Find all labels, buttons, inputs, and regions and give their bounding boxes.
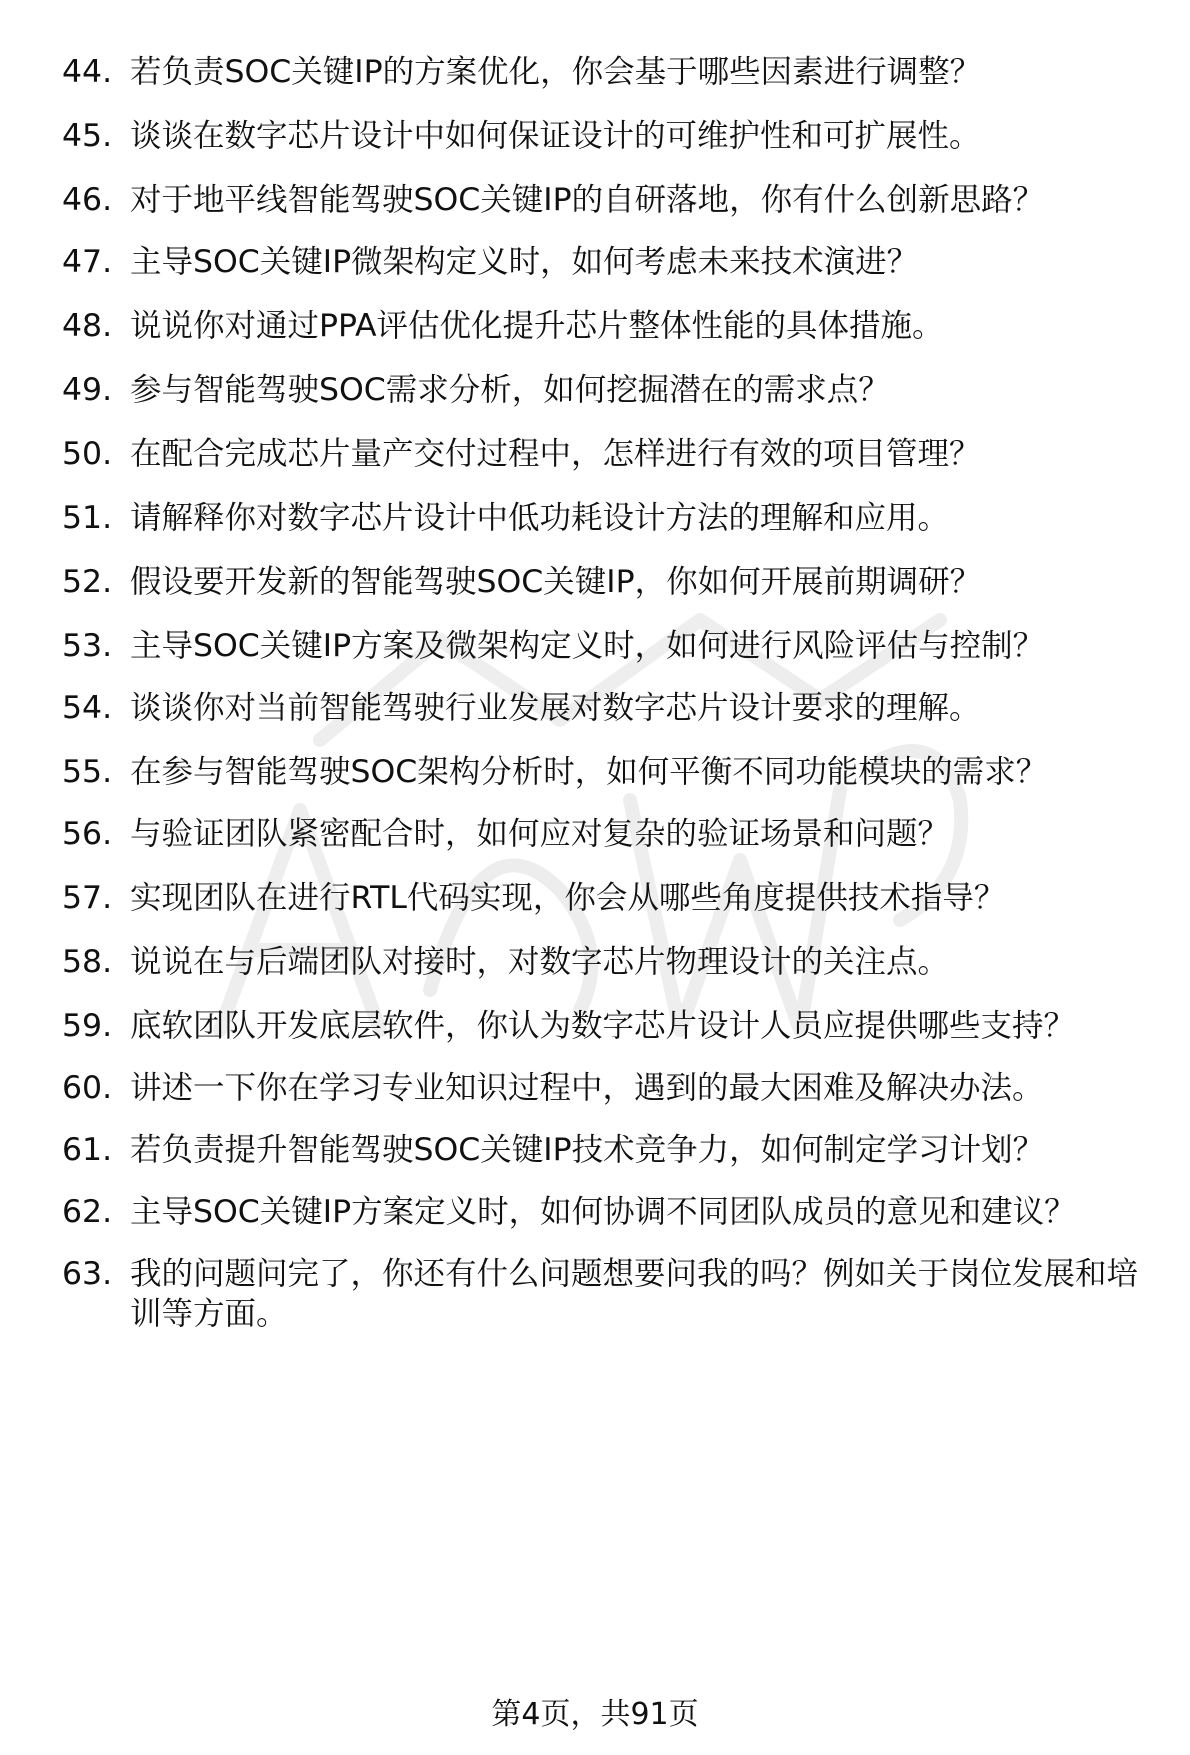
question-number: 60.: [62, 1070, 113, 1106]
question-number: 51.: [62, 500, 113, 536]
question-list: [62, 52, 1152, 1334]
question-text: 主导SOC关键IP方案定义时，如何协调不同团队成员的意见和建议？: [130, 1194, 1076, 1230]
question-item: [62, 752, 1152, 792]
question-text: 谈谈你对当前智能驾驶行业发展对数字芯片设计要求的理解。: [130, 690, 981, 726]
question-number: 55.: [62, 754, 113, 790]
question-number: 47.: [62, 244, 113, 280]
page-footer: 第4页，共91页: [491, 1697, 699, 1732]
question-number: 53.: [62, 628, 113, 664]
question-text: 讲述一下你在学习专业知识过程中，遇到的最大困难及解决办法。: [130, 1070, 1044, 1106]
question-item: [62, 498, 1152, 538]
question-text: 我的问题问完了，你还有什么问题想要问我的吗？例如关于岗位发展和培训等方面。: [130, 1256, 1139, 1332]
question-item: [62, 942, 1152, 982]
question-number: 56.: [62, 816, 113, 852]
question-item: [62, 688, 1152, 728]
question-item: [62, 1068, 1152, 1108]
question-number: 50.: [62, 436, 113, 472]
question-text: 与验证团队紧密配合时，如何应对复杂的验证场景和问题？: [130, 816, 950, 852]
question-text: 实现团队在进行RTL代码实现，你会从哪些角度提供技术指导？: [130, 880, 1006, 916]
question-item: [62, 242, 1152, 282]
question-item: [62, 878, 1152, 918]
question-number: 45.: [62, 118, 113, 154]
question-number: 49.: [62, 372, 113, 408]
question-item: [62, 180, 1152, 220]
question-text: 说说在与后端团队对接时，对数字芯片物理设计的关注点。: [130, 944, 950, 980]
question-item: [62, 1254, 1152, 1334]
question-text: 若负责SOC关键IP的方案优化，你会基于哪些因素进行调整？: [130, 54, 982, 90]
question-item: [62, 434, 1152, 474]
question-text: 在配合完成芯片量产交付过程中，怎样进行有效的项目管理？: [130, 436, 981, 472]
question-item: [62, 562, 1152, 602]
question-text: 主导SOC关键IP方案及微架构定义时，如何进行风险评估与控制？: [130, 628, 1045, 664]
question-text: 请解释你对数字芯片设计中低功耗设计方法的理解和应用。: [130, 500, 950, 536]
question-number: 61.: [62, 1132, 113, 1168]
question-item: [62, 626, 1152, 666]
question-item: [62, 814, 1152, 854]
question-number: 44.: [62, 54, 113, 90]
question-item: [62, 306, 1152, 346]
question-item: [62, 1130, 1152, 1170]
question-number: 54.: [62, 690, 113, 726]
question-number: 46.: [62, 182, 113, 218]
question-number: 58.: [62, 944, 113, 980]
question-text: 谈谈在数字芯片设计中如何保证设计的可维护性和可扩展性。: [130, 118, 981, 154]
question-item: [62, 1006, 1152, 1046]
question-number: 57.: [62, 880, 113, 916]
question-item: [62, 1192, 1152, 1232]
question-item: [62, 116, 1152, 156]
question-text: 假设要开发新的智能驾驶SOC关键IP，你如何开展前期调研？: [130, 564, 982, 600]
question-item: [62, 370, 1152, 410]
question-number: 48.: [62, 308, 113, 344]
question-number: 62.: [62, 1194, 113, 1230]
question-text: 说说你对通过PPA评估优化提升芯片整体性能的具体措施。: [130, 308, 944, 344]
question-number: 63.: [62, 1256, 113, 1292]
question-item: [62, 52, 1152, 92]
question-text: 参与智能驾驶SOC需求分析，如何挖掘潜在的需求点？: [130, 372, 890, 408]
question-text: 在参与智能驾驶SOC架构分析时，如何平衡不同功能模块的需求？: [130, 754, 1048, 790]
question-number: 52.: [62, 564, 113, 600]
question-text: 对于地平线智能驾驶SOC关键IP的自研落地，你有什么创新思路？: [130, 182, 1045, 218]
question-text: 主导SOC关键IP微架构定义时，如何考虑未来技术演进？: [130, 244, 919, 280]
question-number: 59.: [62, 1008, 113, 1044]
question-text: 底软团队开发底层软件，你认为数字芯片设计人员应提供哪些支持？: [130, 1008, 1076, 1044]
question-text: 若负责提升智能驾驶SOC关键IP技术竞争力，如何制定学习计划？: [130, 1132, 1045, 1168]
